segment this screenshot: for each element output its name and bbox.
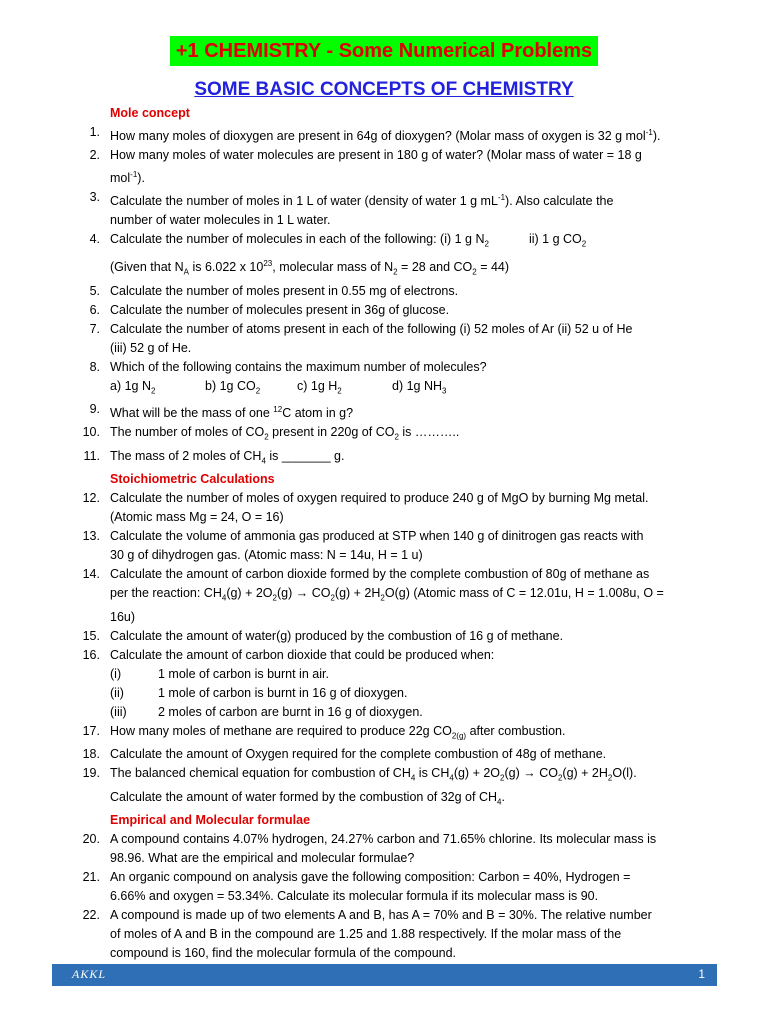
part-i: (i) 1 mole of carbon is burnt in air.	[110, 666, 329, 681]
question-21: 21. An organic compound on analysis gave the following composition: Carbon = 40%, Hydrogen =	[82, 870, 631, 885]
question-2-cont: mol$^{-1}$).	[110, 170, 145, 186]
question-1: 1. How many moles of dioxygen are present in 64g of dioxygen? (Molar mass of oxygen is 32 g mol$^{-1}$).	[89, 125, 661, 144]
part-ii: (ii) 1 mole of carbon is burnt in 16 g of dioxygen.	[110, 685, 408, 700]
section-heading-stoichiometric: Stoichiometric Calculations	[110, 472, 275, 487]
question-22-cont: of moles of A and B in the compound are 1.25 and 1.88 respectively. If the molar mass of the	[110, 927, 622, 942]
question-13: 13. Calculate the volume of ammonia gas produced at STP when 140 g of dinitrogen gas reacts with	[82, 529, 644, 544]
page-title: +1 CHEMISTRY - Some Numerical Problems	[170, 36, 598, 66]
question-11: 11. The mass of 2 moles of $CH_4$ is _______ g.	[83, 448, 345, 466]
question-16: 16. Calculate the amount of carbon dioxide that could be produced when:	[82, 647, 495, 662]
section-heading-mole: Mole concept	[110, 106, 190, 120]
question-12: 12. Calculate the number of moles of oxygen required to produce 240 g of MgO by burning Mg metal.	[82, 491, 649, 506]
question-20-cont: 98.96. What are the empirical and molecular formulae?	[110, 851, 415, 866]
question-7: 7. Calculate the number of atoms present in each of the following (i) 52 moles of Ar (ii) 52 u of He	[89, 321, 633, 336]
question-6: 6. Calculate the number of molecules present in 36g of glucose.	[89, 302, 450, 317]
question-13-cont: 30 g of dihydrogen gas. (Atomic mass: N = 14u, H = 1 u)	[110, 548, 423, 563]
title-block	[0, 36, 768, 66]
question-14-cont: per the reaction: $CH_4(g) + 2O_2(g) \to CO_2(g) + 2H_2O(g)$ (Atomic mass of C = 12.01u, H = 1.008u, O =	[110, 586, 664, 603]
question-8: 8. Which of the following contains the maximum number of molecules?	[89, 359, 487, 374]
chapter-title: SOME BASIC CONCEPTS OF CHEMISTRY	[194, 79, 574, 100]
part-iii: (iii) 2 moles of carbon are burnt in 16 g of dioxygen.	[110, 704, 423, 719]
question-8-options	[0, 377, 768, 401]
question-2: 2. How many moles of water molecules are present in 180 g of water? (Molar mass of water = 18 g	[89, 148, 642, 163]
option-b: b) 1g $CO_2$	[205, 378, 261, 396]
question-14-cont-2: 16u)	[110, 609, 136, 624]
question-18: 18. Calculate the amount of Oxygen required for the complete combustion of 48g of methane.	[82, 747, 607, 762]
option-d: d) 1g $NH_3$	[392, 378, 447, 396]
option-c: c) 1g $H_2$	[297, 378, 342, 396]
question-5: 5. Calculate the number of moles present in 0.55 mg of electrons.	[89, 283, 459, 298]
question-10: 10. The number of moles of $CO_2$ present in 220g of $CO_2$ is ………..	[82, 425, 460, 442]
page-number: 1	[698, 967, 705, 981]
question-4: 4. Calculate the number of molecules in each of the following: (i) 1 g $N_2$ ii) 1 g $CO_2$	[89, 232, 587, 249]
question-16-parts	[0, 665, 768, 722]
question-17: 17. How many moles of methane are required to produce 22g $CO_{2(g)}$ after combustion.	[82, 723, 566, 741]
question-22: 22. A compound is made up of two elements A and B, has A = 70% and B = 30%. The relative number	[82, 908, 652, 923]
question-19: 19. The balanced chemical equation for combustion of $CH_4$ is $CH_4(g) + 2O_2(g) \to CO_2(g) + 2H_2O(l)$.	[82, 766, 637, 783]
question-list	[0, 104, 768, 963]
question-22-cont-2: compound is 160, find the molecular formula of the compound.	[110, 946, 457, 961]
question-3-cont: number of water molecules in 1 L water.	[110, 213, 331, 228]
question-4-cont: (Given that $N_A$ is 6.022 x $10^{23}$, molecular mass of $N_2 = 28$ and $CO_2 = 44$)	[110, 258, 510, 277]
question-19-cont: Calculate the amount of water formed by the combustion of 32g of $CH_4$.	[110, 789, 505, 807]
question-7-cont: (iii) 52 g of He.	[110, 340, 192, 355]
question-14: 14. Calculate the amount of carbon dioxide formed by the complete combustion of 80g of methane as	[82, 567, 650, 582]
question-21-cont: 6.66% and oxygen = 53.34%. Calculate its molecular formula if its molecular mass is 90.	[110, 889, 599, 904]
question-12-cont: (Atomic mass Mg = 24, O = 16)	[110, 510, 284, 525]
page-footer	[52, 964, 717, 986]
footer-author: AKKL	[72, 967, 107, 981]
question-3: 3. Calculate the number of moles in 1 L of water (density of water 1 g $mL^{-1}$). Also calculate the	[89, 190, 614, 209]
option-a: a) 1g $N_2$	[110, 378, 156, 396]
section-heading-empirical: Empirical and Molecular formulae	[110, 813, 311, 828]
question-15: 15. Calculate the amount of water(g) produced by the combustion of 16 g of methane.	[82, 628, 564, 643]
question-20: 20. A compound contains 4.07% hydrogen, 24.27% carbon and 71.65% chlorine. Its molecular mass is	[82, 832, 657, 847]
question-9: 9. What will be the mass of one $^{12}$C atom in g?	[89, 402, 354, 421]
